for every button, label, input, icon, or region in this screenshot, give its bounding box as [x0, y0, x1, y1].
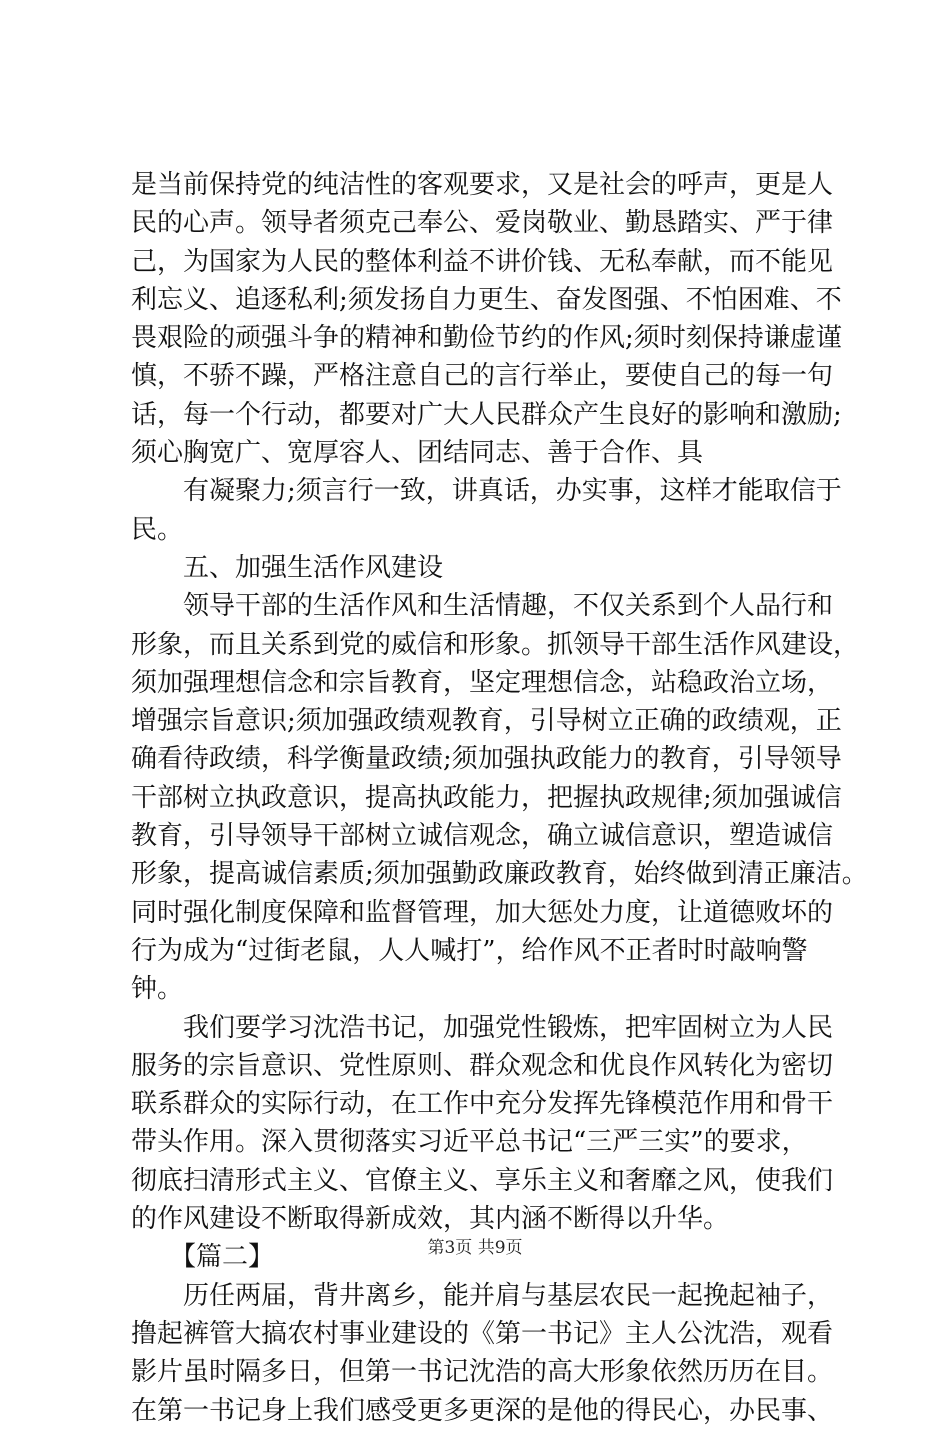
- text-line: 须加强理想信念和宗旨教育，坚定理想信念，站稳政治立场，: [131, 667, 834, 698]
- text-line: 慎，不骄不躁，严格注意自己的言行举止，要使自己的每一句: [131, 361, 834, 392]
- text-line: 形象，提高诚信素质;须加强勤政廉政教育，始终做到清正廉洁。: [131, 859, 868, 890]
- text-line: 形象，而且关系到党的威信和形象。抓领导干部生活作风建设，: [131, 629, 860, 660]
- text-line: 利忘义、追逐私利;须发扬自力更生、奋发图强、不怕困难、不: [131, 284, 842, 315]
- text-line: 增强宗旨意识;须加强政绩观教育，引导树立正确的政绩观，正: [131, 706, 842, 737]
- text-line: 行为成为“过街老鼠，人人喊打”，给作风不正者时时敲响警: [131, 935, 808, 966]
- text-line: 畏艰险的顽强斗争的精神和勤俭节约的作风;须时刻保持谦虚谨: [131, 323, 842, 354]
- page-footer: 第3页 共9页: [427, 1238, 523, 1258]
- text-line: 己，为国家为人民的整体利益不讲价钱、无私奉献，而不能见: [131, 246, 834, 277]
- text-line: 有凝聚力;须言行一致，讲真话，办实事，这样才能取信于: [131, 476, 842, 507]
- section-heading: 五、加强生活作风建设: [131, 552, 444, 583]
- text-line: 须心胸宽广、宽厚容人、团结同志、善于合作、具: [131, 438, 704, 469]
- text-line: 确看待政绩，科学衡量政绩;须加强执政能力的教育，引导领导: [131, 744, 842, 775]
- text-line: 钟。: [131, 974, 184, 1005]
- text-line: 我们要学习沈浩书记，加强党性锻炼，把牢固树立为人民: [131, 1012, 834, 1043]
- text-line: 民。: [131, 514, 184, 545]
- text-line: 教育，引导领导干部树立诚信观念，确立诚信意识，塑造诚信: [131, 821, 834, 852]
- text-line: 民的心声。领导者须克己奉公、爱岗敬业、勤恳踏实、严于律: [131, 208, 834, 239]
- text-line: 带头作用。深入贯彻落实习近平总书记“三严三实”的要求，: [131, 1127, 808, 1158]
- text-line: 联系群众的实际行动，在工作中充分发挥先锋模范作用和骨干: [131, 1089, 834, 1120]
- text-line: 领导干部的生活作风和生活情趣，不仅关系到个人品行和: [131, 591, 834, 622]
- section-heading: 【篇二】: [131, 1242, 275, 1273]
- text-line: 话，每一个行动，都要对广大人民群众产生良好的影响和激励;: [131, 399, 842, 430]
- text-line: 历任两届，背井离乡，能并肩与基层农民一起挽起袖子，: [131, 1280, 834, 1311]
- text-line: 的作风建设不断取得新成效，其内涵不断得以升华。: [131, 1204, 730, 1235]
- text-line: 彻底扫清形式主义、官僚主义、享乐主义和奢靡之风，使我们: [131, 1165, 834, 1196]
- text-line: 撸起裤管大搞农村事业建设的《第一书记》主人公沈浩，观看: [131, 1318, 834, 1349]
- text-line: 影片虽时隔多日，但第一书记沈浩的高大形象依然历历在目。: [131, 1357, 834, 1388]
- text-line: 在第一书记身上我们感受更多更深的是他的得民心，办民事、: [131, 1395, 834, 1426]
- text-line: 是当前保持党的纯洁性的客观要求，又是社会的呼声，更是人: [131, 170, 834, 200]
- text-line: 干部树立执政意识，提高执政能力，把握执政规律;须加强诚信: [131, 782, 842, 813]
- text-line: 服务的宗旨意识、党性原则、群众观念和优良作风转化为密切: [131, 1050, 834, 1081]
- text-line: 同时强化制度保障和监督管理，加大惩处力度，让道德败坏的: [131, 897, 834, 928]
